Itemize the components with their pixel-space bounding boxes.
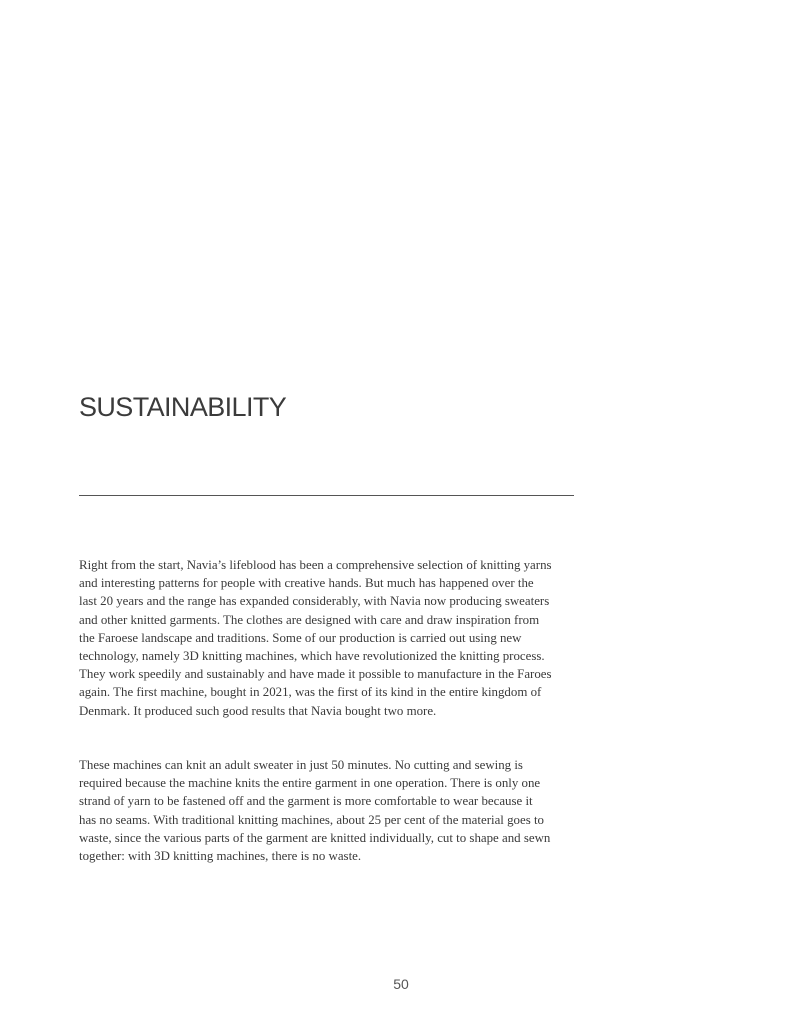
paragraph-line: together: with 3D knitting machines, there is no waste.	[79, 849, 362, 864]
paragraph-line: again. The first machine, bought in 2021, was the first of its kind in the entire kingdom of	[79, 685, 542, 700]
page-number: 50	[393, 976, 409, 992]
paragraph-line: strand of yarn to be fastened off and the garment is more comfortable to wear because it	[79, 794, 533, 809]
paragraph-line: They work speedily and sustainably and have made it possible to manufacture in the Faroes	[79, 667, 552, 682]
body-paragraph-1	[79, 556, 579, 720]
body-paragraph-2	[79, 756, 579, 865]
paragraph-line: technology, namely 3D knitting machines, which have revolutionized the knitting process.	[79, 649, 545, 664]
paragraph-line: waste, since the various parts of the garment are knitted individually, cut to shape and sewn	[79, 830, 551, 845]
paragraph-line: Right from the start, Navia’s lifeblood has been a comprehensive selection of knitting yarns	[79, 558, 552, 572]
page-title: SUSTAINABILITY	[79, 392, 287, 422]
paragraph-line: has no seams. With traditional knitting machines, about 25 per cent of the material goes to	[79, 812, 544, 827]
paragraph-line: required because the machine knits the entire garment in one operation. There is only one	[79, 776, 541, 791]
paragraph-line: Denmark. It produced such good results that Navia bought two more.	[79, 703, 437, 718]
paragraph-line: and other knitted garments. The clothes are designed with care and draw inspiration from	[79, 612, 540, 627]
paragraph-line: the Faroese landscape and traditions. Some of our production is carried out using new	[79, 630, 522, 645]
title-divider	[79, 495, 574, 496]
paragraph-line: and interesting patterns for people with creative hands. But much has happened over the	[79, 576, 534, 591]
paragraph-line: last 20 years and the range has expanded considerably, with Navia now producing sweaters	[79, 594, 550, 609]
paragraph-line: These machines can knit an adult sweater in just 50 minutes. No cutting and sewing is	[79, 758, 523, 772]
